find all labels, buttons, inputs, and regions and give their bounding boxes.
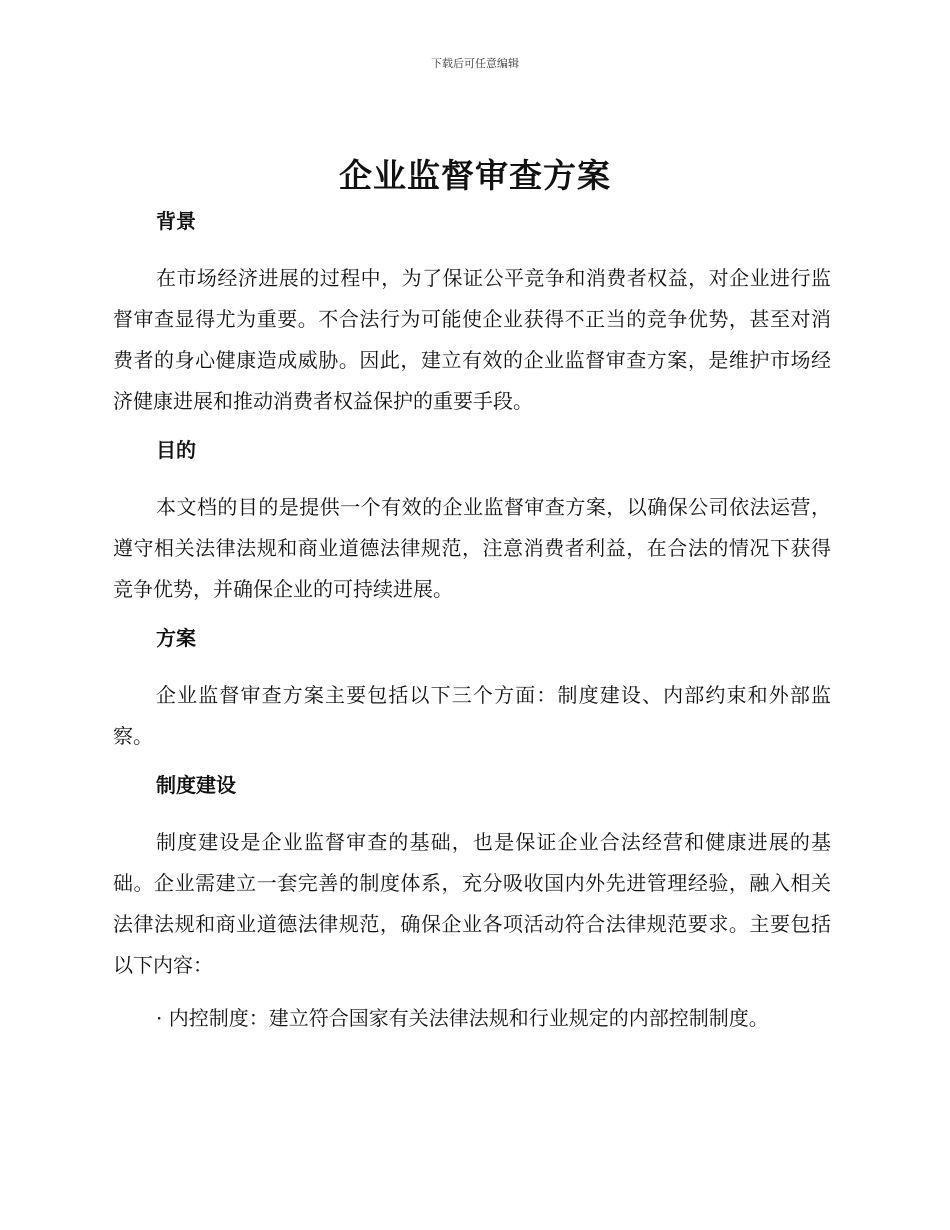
paragraph: 本文档的目的是提供一个有效的企业监督审查方案，以确保公司依法运营，遵守相关法律法规和商业道德法律规范，注意消费者利益，在合法的情况下获得竞争优势，并确保企业的可持续进展。 <box>113 495 831 601</box>
section-heading: 方案 <box>156 626 196 650</box>
section-heading: 制度建设 <box>156 773 236 797</box>
section-plan <box>113 622 831 769</box>
page-title: 企业监督审查方案 <box>339 156 611 195</box>
paragraph: 在市场经济进展的过程中，为了保证公平竞争和消费者权益，对企业进行监督审查显得尤为重要。不合法行为可能使企业获得不正当的竞争优势，甚至对消费者的身心健康造成威胁。因此，建立有效的企业监督审查方案，是维护市场经济健康进展和推动消费者权益保护的重要手段。 <box>113 266 831 413</box>
section-background <box>113 205 831 434</box>
section-heading: 背景 <box>156 209 196 233</box>
header-note: 下载后可任意编辑 <box>431 57 519 70</box>
paragraph: 制度建设是企业监督审查的基础，也是保证企业合法经营和健康进展的基础。企业需建立一套完善的制度体系，充分吸收国内外先进管理经验，融入相关法律法规和商业道德法律规范，确保企业各项活动符合法律规范要求。主要包括以下内容： <box>113 830 831 977</box>
document-body <box>113 205 831 1039</box>
section-heading: 目的 <box>156 438 196 462</box>
paragraph: 企业监督审查方案主要包括以下三个方面：制度建设、内部约束和外部监察。 <box>113 683 831 748</box>
bullet-item: · 内控制度：建立符合国家有关法律法规和行业规定的内部控制制度。 <box>156 1006 769 1030</box>
section-purpose <box>113 434 831 622</box>
section-system-building <box>113 769 831 1039</box>
